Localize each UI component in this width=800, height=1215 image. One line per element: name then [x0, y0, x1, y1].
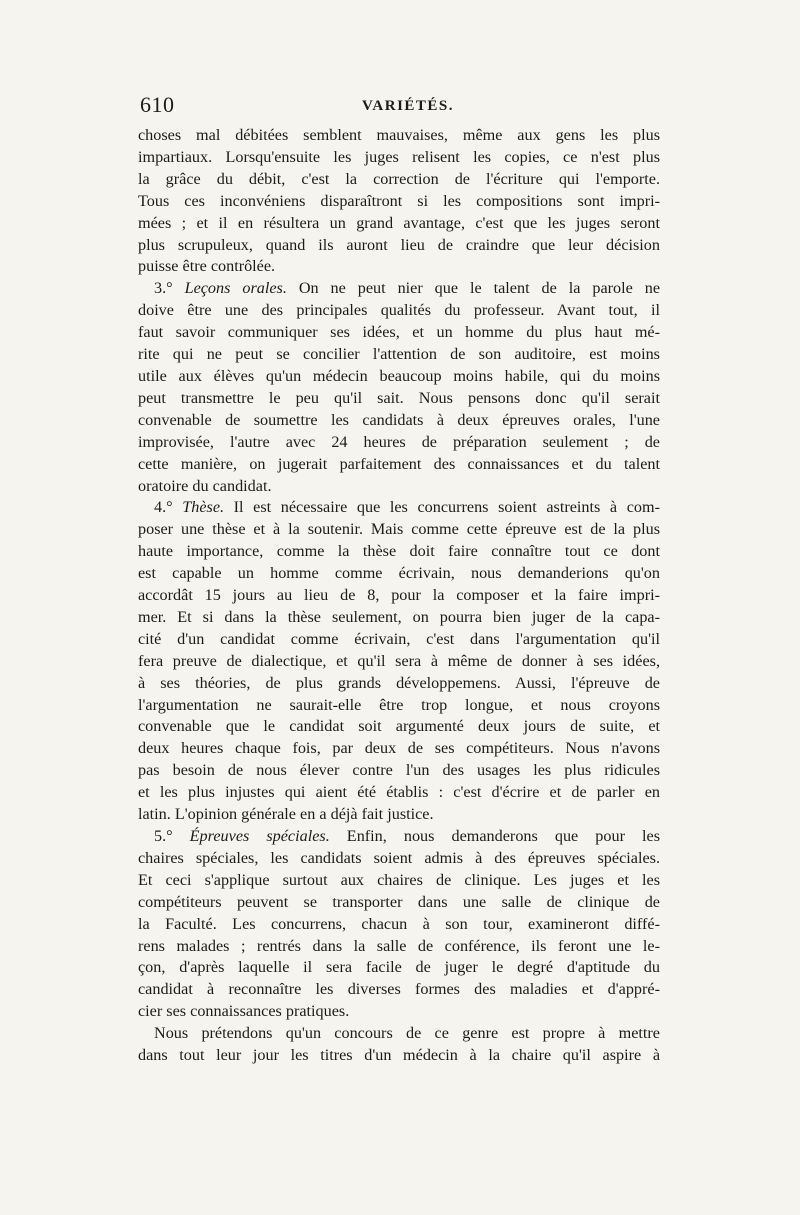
text-line: convenable que le candidat soit argumenté deux jours de suite, et: [138, 717, 660, 736]
text-line: impartiaux. Lorsqu'ensuite les juges relisent les copies, ce n'est plus: [138, 147, 660, 166]
page-header: [140, 92, 665, 122]
running-head: VARIÉTÉS.: [362, 98, 455, 114]
line-text: Il est nécessaire que les concurrens soient astreints à com-: [224, 498, 660, 517]
text-line: fera preuve de dialectique, et qu'il sera à même de donner à ses idées,: [138, 651, 660, 670]
text-line: poser une thèse et à la soutenir. Mais comme cette épreuve est de la plus: [138, 520, 660, 539]
line-text: Enfin, nous demanderons que pour les: [329, 827, 660, 845]
text-line: pas besoin de nous élever contre l'un des usages les plus ridicules: [138, 761, 660, 780]
text-line: chaires spéciales, les candidats soient admis à des épreuves spéciales.: [138, 848, 660, 867]
text-line: cette manière, on jugerait parfaitement des connaissances et du talent: [138, 454, 660, 473]
text-line: [138, 497, 660, 519]
text-line: çon, d'après laquelle il sera facile de juger le degré d'aptitude du: [138, 958, 660, 977]
text-line: mer. Et si dans la thèse seulement, on pourra bien juger de la capa-: [138, 607, 660, 626]
text-line: et les plus injustes qui aient été établis : c'est d'écrire et de parler en: [138, 783, 660, 802]
text-line: cier ses connaissances pratiques.: [138, 1002, 350, 1021]
text-line: deux heures chaque fois, par deux de ses compétiteurs. Nous n'avons: [138, 739, 660, 758]
text-line: la grâce du débit, c'est la correction de l'écriture qui l'emporte.: [138, 169, 660, 188]
section-number: 3.°: [154, 279, 185, 298]
text-line: est capable un homme comme écrivain, nous demanderions qu'on: [138, 564, 660, 583]
text-line: rite qui ne peut se concilier l'attention de son auditoire, est moins: [138, 345, 660, 364]
text-line: cité d'un candidat comme écrivain, c'est dans l'argumentation qu'il: [138, 629, 660, 648]
text-line: plus scrupuleux, quand ils auront lieu de craindre que leur décision: [138, 235, 660, 254]
section-title: Épreuves spéciales.: [189, 827, 330, 845]
text-line: Nous prétendons qu'un concours de ce genre est propre à mettre: [154, 1024, 660, 1043]
body-text: [138, 125, 660, 1067]
text-line: puisse être contrôlée.: [138, 257, 276, 276]
text-line: la Faculté. Les concurrens, chacun à son tour, examineront diffé-: [138, 914, 660, 933]
text-line: mées ; et il en résultera un grand avantage, c'est que les juges seront: [138, 213, 660, 232]
text-line: latin. L'opinion générale en a déjà fait justice.: [138, 805, 434, 824]
text-line: accordât 15 jours au lieu de 8, pour la composer et la faire impri-: [138, 586, 660, 605]
text-line: utile aux élèves qu'un médecin beaucoup moins habile, qui du moins: [138, 366, 660, 385]
line-text: On ne peut nier que le talent de la parole ne: [286, 279, 661, 298]
section-number: 4.°: [154, 498, 183, 517]
text-line: [138, 278, 660, 300]
text-line: peut transmettre le peu qu'il sait. Nous pensons donc qu'il serait: [138, 388, 660, 407]
text-line: à ses théories, de plus grands développemens. Aussi, l'épreuve de: [138, 673, 660, 692]
text-line: haute importance, comme la thèse doit faire connaître tout ce dont: [138, 542, 660, 561]
text-line: oratoire du candidat.: [138, 476, 272, 495]
text-line: compétiteurs peuvent se transporter dans une salle de clinique de: [138, 892, 660, 911]
text-line: choses mal débitées semblent mauvaises, même aux gens les plus: [138, 126, 660, 144]
paragraph-these: [138, 497, 660, 826]
text-line: convenable de soumettre les candidats à deux épreuves orales, l'une: [138, 410, 660, 429]
section-title: Thèse.: [182, 498, 225, 517]
text-line: improvisée, l'autre avec 24 heures de préparation seulement ; de: [138, 432, 660, 451]
text-line: doive être une des principales qualités du professeur. Avant tout, il: [138, 301, 660, 320]
text-line: [138, 826, 660, 848]
section-title: Leçons orales.: [184, 279, 287, 298]
text-line: candidat à reconnaître les diverses formes des maladies et d'appré-: [138, 980, 660, 999]
paragraph: [138, 125, 660, 278]
text-line: l'argumentation ne saurait-elle être trop longue, et nous croyons: [138, 695, 660, 714]
text-line: Tous ces inconvéniens disparaîtront si les compositions sont impri-: [138, 191, 660, 210]
paragraph-epreuves-speciales: [138, 826, 660, 1023]
page-number: 610: [140, 92, 175, 117]
text-line: dans tout leur jour les titres d'un médecin à la chaire qu'il aspire à: [138, 1046, 660, 1065]
section-number: 5.°: [154, 827, 190, 845]
paragraph-lecons-orales: [138, 278, 660, 497]
text-line: faut savoir communiquer ses idées, et un homme du plus haut mé-: [138, 323, 660, 342]
paragraph-conclusion: [138, 1023, 660, 1067]
text-line: rens malades ; rentrés dans la salle de conférence, ils feront une le-: [138, 936, 660, 955]
text-line: Et ceci s'applique surtout aux chaires de clinique. Les juges et les: [138, 870, 660, 889]
